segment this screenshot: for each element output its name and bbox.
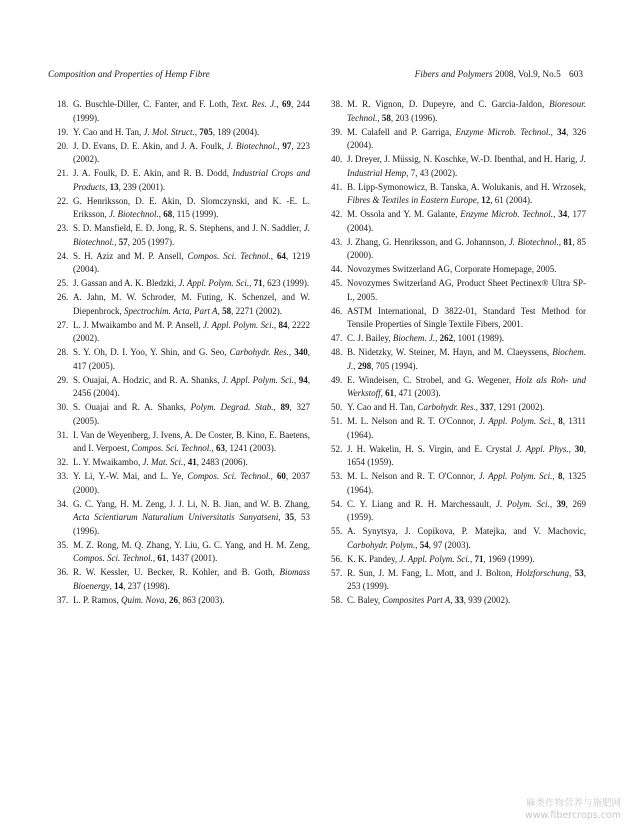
reference-authors: L. P. Ramos, [73, 594, 122, 605]
reference-pages-year: , 471 (2003). [394, 388, 441, 398]
reference-volume: 340 [294, 347, 308, 357]
reference-separator: , [470, 553, 475, 564]
reference-source: J. Appl. Polym. Sci. [203, 319, 274, 330]
reference-item [57, 346, 310, 373]
reference-source: Polym. Degrad. Stab. [190, 402, 274, 412]
reference-authors: R. Sun, J. M. Fang, L. Mott, and J. Bolton, [347, 567, 516, 578]
reference-pages-year: , 1311 (1964). [347, 416, 586, 440]
reference-authors: M. Calafell and P. Garriga, [347, 126, 456, 137]
reference-authors: M. L. Nelson and R. T. O'Connor, [347, 416, 479, 426]
reference-source: J. Appl. Polym. Sci. [222, 374, 294, 385]
reference-separator: , [552, 471, 558, 481]
reference-authors: S. D. Mansfield, E. D. Jong, R. S. Stephens, and J. N. Saddler, [73, 223, 304, 233]
reference-authors: S. Y. Oh, D. I. Yoo, Y. Shin, and G. Seo, [73, 347, 230, 357]
reference-volume: 58 [381, 112, 391, 123]
reference-pages-year: , 2037 (2000). [73, 471, 311, 495]
reference-volume: 71 [253, 278, 263, 288]
reference-source: Composites Part A [382, 595, 451, 605]
reference-item [331, 443, 586, 470]
reference-separator: , [211, 443, 216, 453]
reference-authors: K. K. Pandey, [347, 553, 400, 564]
reference-source: Biochem. J. [392, 333, 436, 343]
reference-source: J. Biotechnol. [73, 223, 310, 247]
reference-authors: J. A. Foulk, D. E. Akin, and R. B. Dodd, [73, 168, 233, 178]
reference-separator: , [217, 305, 223, 316]
reference-authors: B. Lipp-Symonowicz, B. Tanska, A. Wolukanis, and H. Wrzosek, [347, 181, 586, 192]
reference-pages-year: , 1969 (1999). [483, 553, 535, 564]
reference-volume: 84 [278, 319, 288, 330]
reference-pages-year: , 53 (1996). [73, 512, 311, 536]
reference-item [57, 594, 310, 608]
reference-volume: 54 [419, 539, 429, 550]
running-title: Composition and Properties of Hemp Fibre [48, 70, 210, 80]
reference-item [331, 594, 586, 608]
reference-source: Enzyme Microb. Technol. [455, 126, 551, 137]
reference-authors: Novozymes Switzerland AG, Product Sheet Pectinex® Ultra SP-L, 2005. [347, 278, 586, 302]
reference-number: 33. [57, 471, 69, 481]
reference-volume: 12 [481, 195, 491, 205]
reference-pages-year: , 2222 (2002). [73, 319, 311, 343]
reference-source: Compos. Sci. Technol. [73, 553, 153, 563]
reference-volume: 41 [187, 457, 197, 467]
reference-source: Text. Res. J. [231, 99, 277, 109]
reference-authors: M. Z. Rong, M. Q. Zhang, Y. Liu, G. C. Yang, and H. M. Zeng, [73, 539, 310, 550]
reference-item [57, 250, 310, 277]
reference-volume: 97 [282, 140, 292, 151]
reference-number: 29. [57, 374, 69, 385]
reference-source: Quim. Nova [121, 594, 165, 605]
reference-number: 54. [331, 498, 343, 509]
reference-pages-year: , 1437 (2001). [166, 553, 218, 563]
reference-source: Biomass Bioenergy [73, 567, 310, 591]
reference-authors: S. Ouajai and R. A. Shanks, [73, 402, 191, 412]
reference-authors: M. L. Nelson and R. T. O'Connor, [347, 471, 479, 481]
reference-source: Holz als Roh- und Werkstoff [347, 374, 586, 398]
reference-source: Industrial Crops and Products [73, 168, 310, 192]
reference-source: Enzyme Microb. Technol. [460, 209, 554, 219]
reference-item [57, 319, 310, 346]
reference-separator: , [406, 167, 411, 178]
reference-volume: 705 [199, 126, 213, 137]
reference-source: J. Appl. Polym. Sci. [399, 553, 470, 564]
reference-authors: Y. Li, Y.-W. Mai, and L. Ye, [73, 471, 188, 481]
reference-number: 39. [331, 126, 343, 137]
reference-volume: 58 [222, 305, 232, 316]
reference-item [331, 181, 586, 208]
reference-number: 30. [57, 402, 69, 412]
reference-volume: 8 [558, 416, 563, 426]
reference-number: 48. [331, 347, 343, 357]
reference-volume: 14 [114, 580, 124, 591]
reference-separator: , [109, 580, 115, 591]
reference-number: 21. [57, 168, 69, 178]
reference-volume: 61 [157, 553, 167, 563]
reference-separator: , [277, 140, 283, 151]
reference-item [57, 277, 310, 291]
reference-pages-year: , 1325 (1964). [347, 471, 587, 495]
reference-number: 56. [331, 553, 343, 564]
reference-item [331, 305, 586, 332]
reference-source: Holzforschung [515, 567, 569, 578]
reference-separator: , [435, 333, 440, 343]
reference-number: 24. [57, 250, 69, 261]
reference-separator: , [476, 195, 482, 205]
reference-item [57, 140, 310, 167]
reference-number: 32. [57, 457, 69, 467]
reference-number: 47. [331, 333, 343, 343]
reference-pages-year: 7, 43 (2002). [410, 167, 458, 178]
reference-number: 22. [57, 195, 69, 206]
reference-source: Spectrochim. Acta, Part A [123, 305, 218, 316]
reference-separator: , [293, 374, 299, 385]
reference-volume: 71 [474, 553, 484, 564]
reference-item [331, 567, 586, 594]
reference-number: 36. [57, 567, 69, 577]
reference-pages-year: , 205 (1997). [127, 236, 175, 247]
reference-separator: , [270, 250, 277, 261]
reference-authors: I. Van de Weyenberg, J. Ivens, A. De Coster, B. Kino, E. Baetens, and I. Verpoest, [73, 429, 310, 453]
reference-source: J. Appl. Polym. Sci. [478, 416, 553, 426]
reference-number: 20. [57, 140, 69, 151]
reference-authors: ASTM International, D 3822-01, Standard Test Method for Tensile Properties of Single Textile Fibers, 2001. [347, 305, 586, 329]
reference-item [331, 401, 586, 415]
watermark [525, 798, 621, 822]
reference-item [57, 374, 310, 401]
reference-volume: 13 [109, 181, 119, 192]
journal-name: Fibers and Polymers [414, 70, 493, 80]
reference-volume: 262 [439, 333, 454, 343]
reference-separator: , [568, 443, 575, 454]
reference-pages-year: , 203 (1996). [390, 112, 438, 123]
reference-separator: , [568, 567, 575, 578]
reference-volume: 30 [574, 443, 584, 454]
reference-pages-year: , 623 (1999). [262, 278, 310, 288]
reference-volume: 34 [558, 209, 568, 219]
reference-source: J. Polym. Sci. [495, 498, 550, 509]
reference-item [57, 470, 310, 497]
reference-volume: 39 [556, 498, 566, 509]
reference-number: 19. [57, 126, 69, 137]
reference-volume: 57 [118, 236, 128, 247]
reference-number: 53. [331, 471, 343, 481]
reference-separator: , [273, 319, 279, 330]
reference-separator: , [552, 416, 559, 426]
reference-source: Carbohydr. Res. [417, 402, 476, 412]
reference-number: 35. [57, 539, 69, 550]
reference-separator: , [114, 236, 119, 247]
reference-authors: A. Synytsya, J. Copikova, P. Matejka, and V. Machovic, [347, 526, 586, 536]
reference-pages-year: , 863 (2003). [178, 594, 225, 605]
reference-authors: S. Ouajai, A. Hodzic, and R. A. Shanks, [73, 374, 223, 385]
reference-pages-year: , 61 (2004). [490, 195, 533, 205]
reference-authors: B. Nidetzky, W. Steiner, M. Hayn, and M. Claeyssens, [347, 347, 553, 357]
reference-number: 34. [57, 498, 69, 509]
reference-pages-year: , 1654 (1959). [347, 443, 587, 467]
reference-item [57, 291, 310, 318]
reference-volume: 33 [454, 595, 464, 605]
reference-number: 28. [57, 347, 69, 357]
reference-pages-year: , 1001 (1989). [453, 333, 505, 343]
reference-source: J. Mol. Struct. [143, 126, 195, 137]
reference-authors: Y. Cao and H. Tan, [73, 126, 144, 137]
reference-authors: L. J. Mwaikambo and M. P. Ansell, [73, 319, 204, 330]
reference-item [331, 415, 586, 442]
running-header-journal [415, 70, 583, 80]
reference-pages-year: , 269 (1959). [347, 498, 586, 522]
reference-number: 18. [57, 99, 69, 109]
reference-separator: , [158, 209, 164, 219]
reference-separator: , [194, 126, 200, 137]
reference-item [331, 277, 586, 304]
reference-number: 42. [331, 209, 343, 219]
reference-separator: , [475, 402, 481, 412]
reference-authors: E. Windeisen, C. Strobel, and G. Wegener, [347, 374, 516, 385]
reference-item [331, 98, 586, 125]
reference-pages-year: , 705 (1994). [371, 360, 418, 371]
reference-volume: 60 [276, 471, 286, 481]
reference-source: J. Industrial Hemp [347, 154, 586, 178]
reference-item [57, 498, 310, 539]
reference-authors: J. Zhang, G. Henriksson, and G. Johannson, [347, 236, 509, 247]
reference-item [331, 346, 586, 373]
reference-volume: 34 [557, 126, 567, 137]
reference-separator: , [380, 388, 386, 398]
reference-number: 52. [331, 443, 343, 454]
reference-source: Carbohydr. Res. [229, 347, 289, 357]
reference-volume: 53 [574, 567, 584, 578]
reference-authors: C. Y. Liang and R. H. Marchessault, [347, 498, 496, 509]
reference-source: Bioresour. Technol. [347, 99, 586, 123]
reference-separator: , [550, 126, 558, 137]
reference-volume: 68 [163, 209, 173, 219]
reference-volume: 81 [563, 236, 573, 247]
reference-item [331, 525, 586, 552]
reference-item [331, 374, 586, 401]
reference-source: Acta Scientiarum Naturalium Universitatis Sunyatseni [73, 512, 279, 522]
reference-volume: 69 [281, 99, 291, 109]
reference-separator: , [164, 594, 170, 605]
reference-separator: , [249, 278, 254, 288]
reference-number: 38. [331, 99, 343, 109]
reference-pages-year: , 2483 (2006). [196, 457, 248, 467]
reference-authors: Y. Cao and H. Tan, [347, 402, 418, 412]
reference-number: 44. [331, 264, 343, 274]
reference-pages-year: , 2271 (2002). [231, 305, 283, 316]
reference-pages-year: , 1241 (2003). [225, 443, 276, 453]
reference-number: 26. [57, 292, 69, 302]
reference-authors: J. Gassan and A. K. Bledzki, [73, 278, 179, 288]
reference-pages-year: , 239 (2001). [118, 181, 166, 192]
reference-source: J. Biotechnol. [508, 236, 559, 247]
reference-number: 25. [57, 278, 69, 288]
reference-number: 58. [331, 595, 343, 605]
reference-number: 57. [331, 567, 343, 578]
reference-separator: , [288, 347, 295, 357]
reference-authors: J. Dreyer, J. Müssig, N. Koschke, W.-D. Ibenthal, and H. Harig, [347, 154, 580, 164]
reference-volume: 63 [216, 443, 225, 453]
reference-pages-year: , 85 (2000). [347, 236, 587, 260]
reference-pages-year: , 189 (2004). [212, 126, 260, 137]
reference-source: Carbohydr. Polym. [347, 539, 416, 550]
reference-pages-year: , 327 (2005). [73, 402, 311, 426]
reference-separator: , [183, 457, 188, 467]
reference-volume: 94 [298, 374, 308, 385]
reference-pages-year: , 223 (2002). [73, 140, 311, 164]
reference-authors: Novozymes Switzerland AG, Corporate Homepage, 2005. [347, 264, 557, 274]
reference-authors: C. J. Bailey, [347, 333, 393, 343]
reference-authors: G. Buschle-Diller, C. Fanter, and F. Loth, [73, 99, 232, 109]
reference-item [57, 222, 310, 249]
references-column-right [331, 98, 586, 608]
reference-source: Fibres & Textiles in Eastern Europe [347, 195, 477, 205]
reference-item [331, 126, 586, 153]
journal-volume: 2008, Vol.9, No.5 [494, 70, 561, 80]
reference-volume: 61 [385, 388, 395, 398]
reference-pages-year: , 939 (2002). [463, 595, 511, 605]
reference-separator: , [152, 553, 158, 563]
reference-authors: G. Henriksson, D. E. Akin, D. Slomczynski, and K. -E. L. Eriksson, [73, 195, 310, 219]
reference-item [331, 236, 586, 263]
reference-number: 43. [331, 236, 343, 247]
reference-number: 51. [331, 416, 343, 426]
reference-item [331, 153, 586, 180]
reference-pages-year: , 115 (1999). [172, 209, 219, 219]
reference-item [331, 498, 586, 525]
reference-pages-year: , 326 (2004). [347, 126, 587, 150]
reference-separator: , [273, 402, 281, 412]
reference-number: 40. [331, 154, 343, 164]
reference-volume: 64 [276, 250, 286, 261]
references-column-left [57, 98, 310, 608]
reference-separator: , [270, 471, 277, 481]
reference-number: 23. [57, 223, 69, 233]
reference-separator: , [450, 595, 455, 605]
reference-separator: , [558, 236, 564, 247]
reference-volume: 89 [280, 402, 290, 412]
reference-pages-year: , 417 (2005). [73, 347, 310, 371]
reference-source: Biochem. J. [347, 347, 586, 371]
reference-separator: , [278, 512, 286, 522]
reference-item [331, 470, 586, 497]
reference-pages-year: , 253 (1999). [347, 567, 587, 591]
reference-authors: S. H. Aziz and M. P. Ansell, [73, 250, 188, 261]
reference-item [57, 539, 310, 566]
reference-separator: , [415, 539, 420, 550]
reference-pages-year: , 177 (2004). [347, 209, 586, 233]
reference-number: 46. [331, 305, 343, 316]
reference-authors: A. Jahn, M. W. Schroder, M. Futing, K. Schenzel, and W. Diepenbrock, [73, 292, 310, 316]
reference-item [57, 195, 310, 222]
reference-source: J. Biotechnol. [226, 140, 278, 151]
reference-item [57, 126, 310, 140]
reference-number: 55. [331, 526, 343, 536]
reference-source: J. Biotechnol. [109, 209, 159, 219]
reference-source: J. Appl. Polym. Sci. [178, 278, 250, 288]
reference-separator: , [276, 99, 282, 109]
reference-item [57, 429, 310, 456]
reference-source: Compos. Sci. Technol. [187, 250, 271, 261]
reference-pages-year: , 1291 (2002). [493, 402, 545, 412]
reference-item [331, 332, 586, 346]
reference-item [57, 456, 310, 470]
reference-volume: 35 [285, 512, 295, 522]
reference-number: 37. [57, 594, 69, 605]
reference-authors: R. W. Kessler, U. Becker, R. Kohler, and B. Goth, [73, 567, 280, 577]
reference-item [331, 263, 586, 277]
reference-volume: 298 [357, 360, 372, 371]
reference-item [331, 553, 586, 567]
reference-item [57, 167, 310, 194]
reference-authors: G. C. Yang, H. M. Zeng, J. J. Li, N. B. Jian, and W. B. Zhang, [73, 498, 310, 509]
reference-pages-year: , 2456 (2004). [73, 374, 311, 398]
reference-pages-year: , 237 (1998). [123, 580, 170, 591]
reference-separator: , [377, 112, 382, 123]
reference-authors: M. R. Vignon, D. Dupeyre, and C. Garcia-Jaldon, [347, 99, 550, 109]
reference-number: 50. [331, 402, 343, 412]
reference-pages-year: , 1219 (2004). [73, 250, 311, 274]
reference-source: J. Appl. Phys. [515, 443, 569, 454]
reference-source: J. Appl. Polym. Sci. [478, 471, 553, 481]
reference-authors: M. Ossola and Y. M. Galante, [347, 209, 461, 219]
reference-separator: , [105, 181, 110, 192]
reference-item [57, 98, 310, 125]
reference-separator: , [549, 498, 557, 509]
reference-source: J. Mat. Sci. [142, 457, 184, 467]
reference-volume: 337 [480, 402, 494, 412]
reference-item [331, 208, 586, 235]
reference-number: 31. [57, 429, 69, 440]
reference-separator: , [353, 360, 358, 371]
reference-authors: C. Baley, [347, 595, 383, 605]
reference-item [57, 566, 310, 593]
reference-item [57, 401, 310, 428]
reference-number: 27. [57, 319, 69, 330]
watermark-url: www.fibercrops.com [524, 810, 621, 821]
reference-authors: J. D. Evans, D. E. Akin, and J. A. Foulk, [73, 140, 227, 151]
reference-pages-year: , 97 (2003). [428, 539, 471, 550]
reference-authors: J. H. Wakelin, H. S. Virgin, and E. Crystal [347, 443, 516, 454]
reference-volume: 26 [169, 594, 179, 605]
reference-separator: , [553, 209, 559, 219]
reference-pages-year: , 244 (1999). [73, 99, 310, 123]
reference-authors: L. Y. Mwaikambo, [73, 457, 143, 467]
reference-number: 41. [331, 181, 343, 192]
reference-number: 49. [331, 374, 343, 385]
watermark-site-name: 麻类作物营养与施肥网 [525, 798, 621, 809]
reference-source: Compos. Sci. Technol. [131, 443, 212, 453]
reference-volume: 8 [557, 471, 563, 481]
page-number: 603 [569, 70, 583, 80]
reference-number: 45. [331, 278, 343, 288]
reference-source: Compos. Sci. Technol. [187, 471, 271, 481]
